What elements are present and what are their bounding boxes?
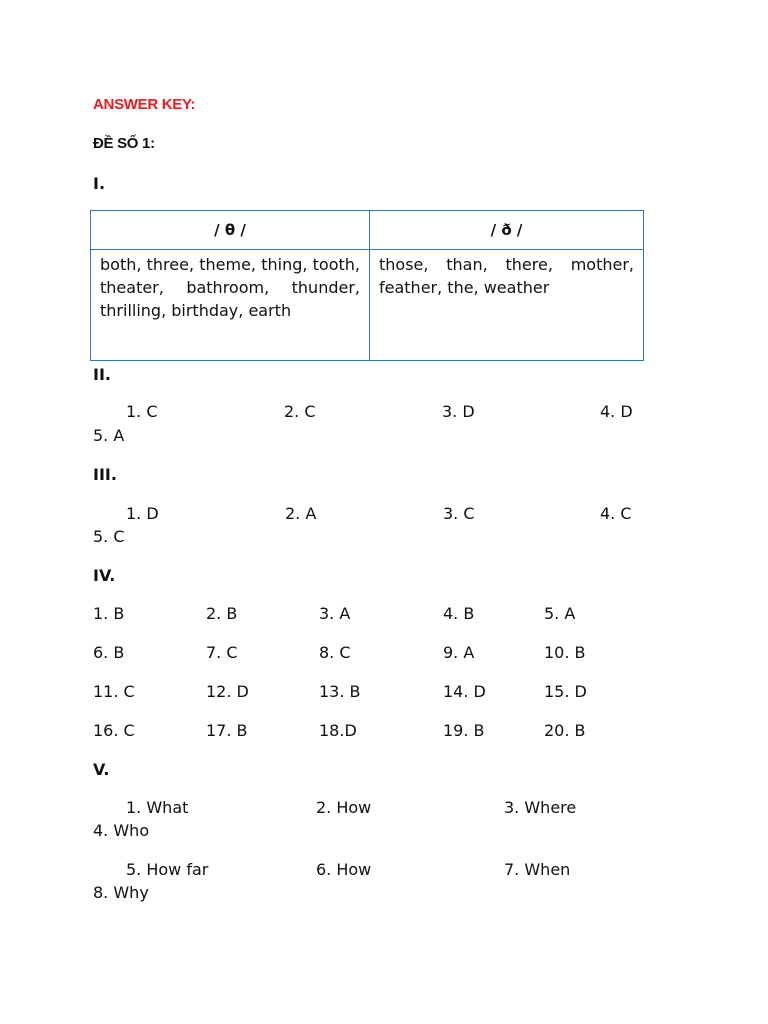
answer-item: 4. C — [600, 504, 632, 523]
eth-words-cell: those, than, there, mother, feather, the, weather — [370, 250, 644, 361]
answer-item: 20. B — [544, 721, 586, 740]
answer-key-heading: ANSWER KEY: — [93, 96, 196, 113]
answer-item: 1. D — [126, 504, 159, 523]
answer-item: 1. B — [93, 604, 125, 623]
answer-item: 3. Where — [504, 798, 577, 817]
answer-item: 3. D — [442, 402, 475, 421]
answer-item: 12. D — [206, 682, 249, 701]
theta-words-cell: both, three, theme, thing, tooth, theater, bathroom, thunder, thrilling, birthday, earth — [91, 250, 370, 361]
section-2-label: II. — [93, 365, 111, 384]
answer-item: 9. A — [443, 643, 475, 662]
answer-item: 8. C — [319, 643, 351, 662]
section-5-label: V. — [93, 760, 110, 779]
answer-item: 2. B — [206, 604, 238, 623]
answer-item: 5. How far — [126, 860, 209, 879]
answer-item: 4. D — [600, 402, 633, 421]
answer-item: 16. C — [93, 721, 135, 740]
answer-item: 4. B — [443, 604, 475, 623]
answer-item: 14. D — [443, 682, 486, 701]
answer-item: 7. C — [206, 643, 238, 662]
answer-item: 6. How — [316, 860, 372, 879]
answer-item: 17. B — [206, 721, 248, 740]
answer-item: 8. Why — [93, 883, 149, 902]
test-number-heading: ĐỀ SỐ 1: — [93, 135, 155, 152]
answer-item: 1. C — [126, 402, 158, 421]
answer-item: 2. A — [285, 504, 317, 523]
phonetics-table — [90, 210, 644, 361]
answer-item: 3. A — [319, 604, 351, 623]
section-1-label: I. — [93, 174, 106, 193]
answer-item: 10. B — [544, 643, 586, 662]
section-3-label: III. — [93, 465, 117, 484]
answer-item: 2. C — [284, 402, 316, 421]
answer-item: 18.D — [319, 721, 357, 740]
answer-item: 3. C — [443, 504, 475, 523]
section-4-label: IV. — [93, 566, 116, 585]
answer-item: 6. B — [93, 643, 125, 662]
answer-item: 4. Who — [93, 821, 150, 840]
answer-item: 5. C — [93, 527, 125, 546]
answer-item: 19. B — [443, 721, 485, 740]
answer-item: 1. What — [126, 798, 189, 817]
answer-item: 11. C — [93, 682, 135, 701]
answer-item: 7. When — [504, 860, 571, 879]
answer-item: 15. D — [544, 682, 587, 701]
answer-item: 2. How — [316, 798, 372, 817]
answer-item: 5. A — [93, 426, 125, 445]
answer-item: 13. B — [319, 682, 361, 701]
theta-header: / θ / — [91, 211, 370, 250]
answer-item: 5. A — [544, 604, 576, 623]
eth-header: / ð / — [370, 211, 644, 250]
